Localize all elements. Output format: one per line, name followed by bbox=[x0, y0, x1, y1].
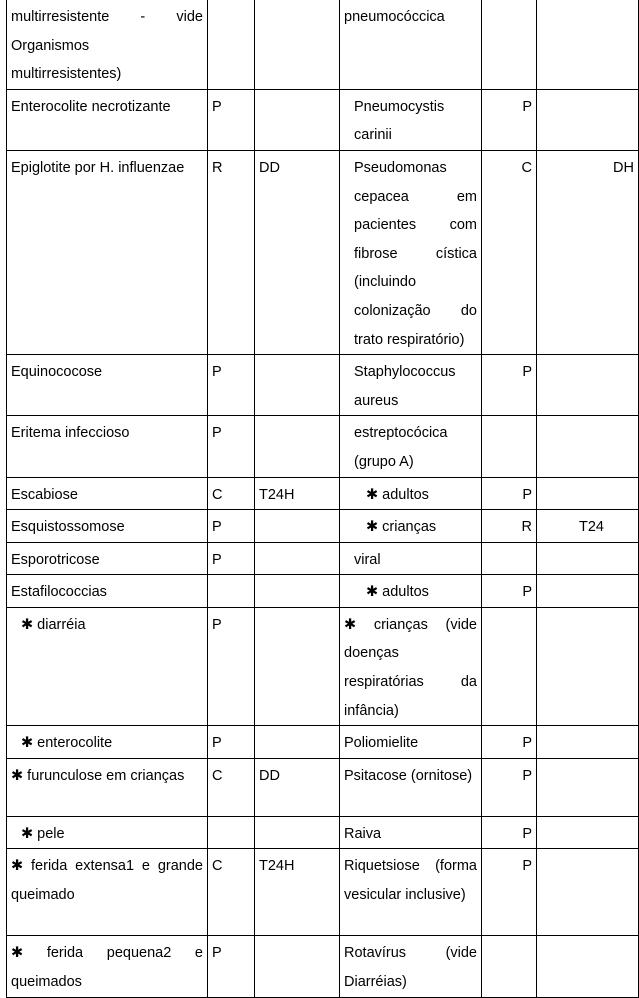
precaution-cell: P bbox=[482, 477, 537, 510]
precaution-cell: P bbox=[482, 355, 537, 416]
duration-cell bbox=[255, 89, 340, 150]
disease-cell: ✱ adultos bbox=[340, 477, 482, 510]
disease-cell: Psitacose (ornitose) bbox=[340, 758, 482, 816]
duration-cell bbox=[537, 542, 639, 575]
precaution-cell: P bbox=[208, 416, 255, 477]
disease-cell: estreptocócica (grupo A) bbox=[340, 416, 482, 477]
precaution-cell bbox=[482, 936, 537, 997]
table-row bbox=[7, 575, 639, 608]
precaution-cell: R bbox=[208, 150, 255, 354]
precaution-cell: P bbox=[482, 816, 537, 849]
duration-cell bbox=[537, 575, 639, 608]
disease-cell: Pneumocystis carinii bbox=[340, 89, 482, 150]
duration-cell: T24 bbox=[537, 510, 639, 543]
precaution-cell: P bbox=[208, 89, 255, 150]
duration-cell bbox=[537, 758, 639, 816]
precaution-cell: P bbox=[208, 510, 255, 543]
disease-cell: Enterocolite necrotizante bbox=[7, 89, 208, 150]
disease-cell: Esporotricose bbox=[7, 542, 208, 575]
duration-cell: T24H bbox=[255, 849, 340, 936]
duration-cell bbox=[537, 726, 639, 759]
disease-cell: multirresistente - vide Organismos multirresistentes) bbox=[7, 0, 208, 89]
precaution-cell: P bbox=[208, 542, 255, 575]
disease-cell: Pseudomonas cepacea em pacientes com fibrose cística (incluindo colonização do trato respiratório) bbox=[340, 150, 482, 354]
precaution-cell bbox=[482, 542, 537, 575]
table-row bbox=[7, 355, 639, 416]
disease-cell: Poliomielite bbox=[340, 726, 482, 759]
disease-cell: Staphylococcus aureus bbox=[340, 355, 482, 416]
disease-cell: ✱ furunculose em crianças bbox=[7, 758, 208, 816]
disease-cell: Esquistossomose bbox=[7, 510, 208, 543]
precaution-cell: P bbox=[208, 355, 255, 416]
precaution-cell: P bbox=[482, 726, 537, 759]
table-row bbox=[7, 510, 639, 543]
duration-cell bbox=[255, 936, 340, 997]
table-row bbox=[7, 150, 639, 354]
duration-cell bbox=[255, 542, 340, 575]
precaution-cell bbox=[482, 416, 537, 477]
disease-cell: ✱ ferida extensa1 e grande queimado bbox=[7, 849, 208, 936]
duration-cell bbox=[537, 849, 639, 936]
precaution-cell bbox=[482, 607, 537, 725]
precaution-cell bbox=[208, 816, 255, 849]
disease-cell: viral bbox=[340, 542, 482, 575]
precaution-cell: C bbox=[208, 758, 255, 816]
precaution-cell: P bbox=[482, 849, 537, 936]
disease-cell: Raiva bbox=[340, 816, 482, 849]
disease-cell: ✱ adultos bbox=[340, 575, 482, 608]
duration-cell bbox=[255, 0, 340, 89]
duration-cell bbox=[537, 416, 639, 477]
disease-cell: pneumocóccica bbox=[340, 0, 482, 89]
precaution-cell: P bbox=[482, 758, 537, 816]
duration-cell bbox=[255, 726, 340, 759]
duration-cell bbox=[255, 510, 340, 543]
duration-cell bbox=[255, 607, 340, 725]
duration-cell bbox=[537, 477, 639, 510]
disease-cell: Escabiose bbox=[7, 477, 208, 510]
table-row bbox=[7, 477, 639, 510]
disease-cell: Rotavírus (vide Diarréias) bbox=[340, 936, 482, 997]
disease-cell: Epiglotite por H. influenzae bbox=[7, 150, 208, 354]
table-row bbox=[7, 89, 639, 150]
precaution-cell bbox=[208, 0, 255, 89]
table-row bbox=[7, 936, 639, 997]
table-row bbox=[7, 0, 639, 89]
precaution-cell: P bbox=[482, 575, 537, 608]
disease-cell: ✱ ferida pequena2 e queimados bbox=[7, 936, 208, 997]
duration-cell bbox=[537, 816, 639, 849]
precaution-cell: P bbox=[208, 607, 255, 725]
duration-cell bbox=[255, 575, 340, 608]
table-row bbox=[7, 726, 639, 759]
precaution-cell: P bbox=[208, 726, 255, 759]
duration-cell bbox=[255, 355, 340, 416]
disease-cell: ✱ crianças bbox=[340, 510, 482, 543]
precaution-cell: C bbox=[208, 849, 255, 936]
duration-cell bbox=[537, 607, 639, 725]
table-row bbox=[7, 607, 639, 725]
table-row bbox=[7, 816, 639, 849]
precaution-cell: C bbox=[208, 477, 255, 510]
disease-cell: Estafilococcias bbox=[7, 575, 208, 608]
duration-cell bbox=[537, 936, 639, 997]
disease-cell: Eritema infeccioso bbox=[7, 416, 208, 477]
disease-cell: Equinococose bbox=[7, 355, 208, 416]
duration-cell: DD bbox=[255, 758, 340, 816]
precaution-cell bbox=[482, 0, 537, 89]
duration-cell bbox=[537, 89, 639, 150]
duration-cell bbox=[537, 355, 639, 416]
table-row bbox=[7, 758, 639, 816]
disease-cell: ✱ diarréia bbox=[7, 607, 208, 725]
duration-cell bbox=[255, 816, 340, 849]
table-row bbox=[7, 416, 639, 477]
duration-cell: T24H bbox=[255, 477, 340, 510]
duration-cell: DD bbox=[255, 150, 340, 354]
precaution-cell: P bbox=[482, 89, 537, 150]
precaution-cell: P bbox=[208, 936, 255, 997]
table-row bbox=[7, 849, 639, 936]
isolation-table bbox=[6, 0, 639, 998]
disease-cell: Riquetsiose (forma vesicular inclusive) bbox=[340, 849, 482, 936]
duration-cell bbox=[537, 0, 639, 89]
duration-cell: DH bbox=[537, 150, 639, 354]
precaution-cell bbox=[208, 575, 255, 608]
disease-cell: ✱ enterocolite bbox=[7, 726, 208, 759]
duration-cell bbox=[255, 416, 340, 477]
precaution-cell: R bbox=[482, 510, 537, 543]
disease-cell: ✱ crianças (vide doenças respiratórias da infância) bbox=[340, 607, 482, 725]
table-row bbox=[7, 542, 639, 575]
disease-cell: ✱ pele bbox=[7, 816, 208, 849]
precaution-cell: C bbox=[482, 150, 537, 354]
